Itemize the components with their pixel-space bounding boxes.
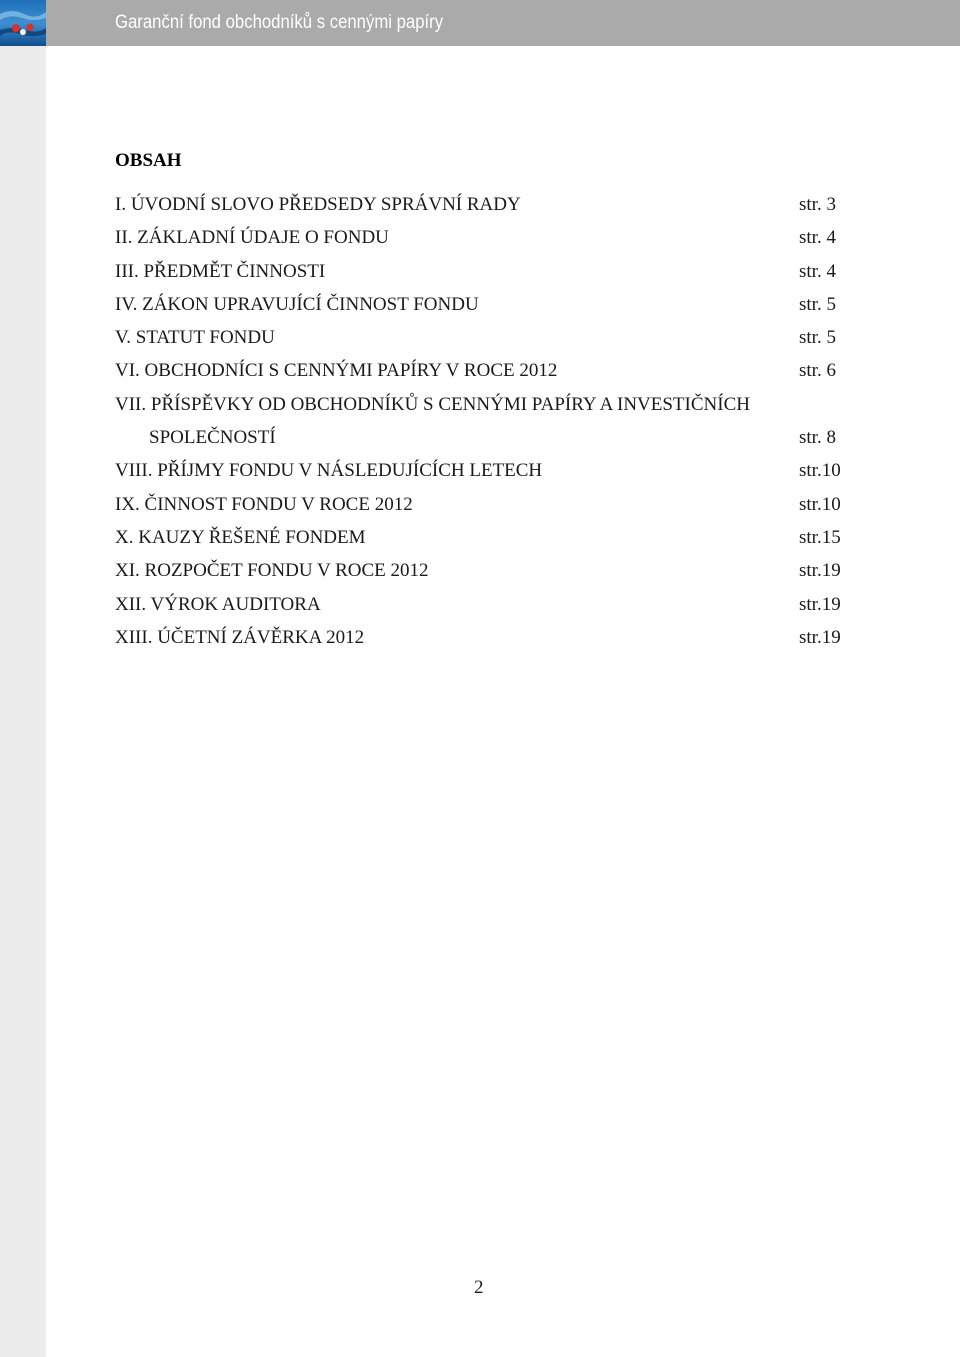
toc-item-page: str. 4: [799, 227, 836, 249]
toc-item-label: VII. PŘÍSPĚVKY OD OBCHODNÍKŮ S CENNÝMI PAPÍRY A INVESTIČNÍCH: [115, 393, 750, 415]
toc-item[interactable]: [115, 621, 855, 654]
toc-item[interactable]: [115, 521, 855, 554]
toc-item[interactable]: [115, 554, 855, 587]
toc-item-page: str.19: [799, 560, 841, 582]
toc-item-page: str. 6: [799, 360, 836, 382]
toc-item[interactable]: [115, 354, 855, 387]
toc-item-page: str. 5: [799, 327, 836, 349]
toc-item-label: V. STATUT FONDU: [115, 327, 275, 349]
toc-item-page: str.19: [799, 593, 841, 615]
toc-item[interactable]: [115, 488, 855, 521]
toc-item[interactable]: [115, 388, 855, 455]
toc-item[interactable]: [115, 188, 855, 221]
toc-item-label: IV. ZÁKON UPRAVUJÍCÍ ČINNOST FONDU: [115, 293, 479, 315]
toc-item-page: str. 8: [799, 427, 836, 449]
toc-item-page: str.10: [799, 460, 841, 482]
toc-item[interactable]: [115, 588, 855, 621]
toc-item-label: VI. OBCHODNÍCI S CENNÝMI PAPÍRY V ROCE 2012: [115, 360, 558, 382]
header-bar: [0, 0, 960, 46]
toc-item-label: VIII. PŘÍJMY FONDU V NÁSLEDUJÍCÍCH LETECH: [115, 460, 543, 482]
toc-item-label: IX. ČINNOST FONDU V ROCE 2012: [115, 493, 413, 515]
toc-item-label: XIII. ÚČETNÍ ZÁVĚRKA 2012: [115, 626, 365, 648]
toc-item[interactable]: [115, 454, 855, 487]
toc-item-page: str. 3: [799, 194, 836, 215]
toc-item-label: X. KAUZY ŘEŠENÉ FONDEM: [115, 526, 366, 548]
header-title: Garanční fond obchodníků s cennými papíry: [115, 12, 444, 33]
toc-item-label: XI. ROZPOČET FONDU V ROCE 2012: [115, 560, 429, 582]
fund-logo-icon: [0, 0, 46, 46]
toc-item-label: I. ÚVODNÍ SLOVO PŘEDSEDY SPRÁVNÍ RADY: [115, 194, 521, 215]
toc-item[interactable]: [115, 221, 855, 254]
toc-item-page: str.19: [799, 626, 841, 648]
toc-item-label: III. PŘEDMĚT ČINNOSTI: [115, 260, 326, 282]
toc-item[interactable]: [115, 321, 855, 354]
toc-item[interactable]: [115, 255, 855, 288]
toc-item[interactable]: [115, 288, 855, 321]
toc-item-page: str.10: [799, 493, 841, 515]
table-of-contents: [115, 188, 855, 654]
toc-item-page: str. 4: [799, 260, 836, 282]
toc-item-label: II. ZÁKLADNÍ ÚDAJE O FONDU: [115, 227, 389, 249]
toc-item-label: XII. VÝROK AUDITORA: [115, 593, 321, 615]
toc-item-page: str. 5: [799, 293, 836, 315]
toc-heading: OBSAH: [115, 150, 182, 171]
page-number: 2: [474, 1277, 484, 1298]
left-margin-strip: [0, 46, 46, 1357]
toc-item-label-continuation: SPOLEČNOSTÍ: [149, 427, 276, 449]
toc-item-page: str.15: [799, 526, 841, 548]
